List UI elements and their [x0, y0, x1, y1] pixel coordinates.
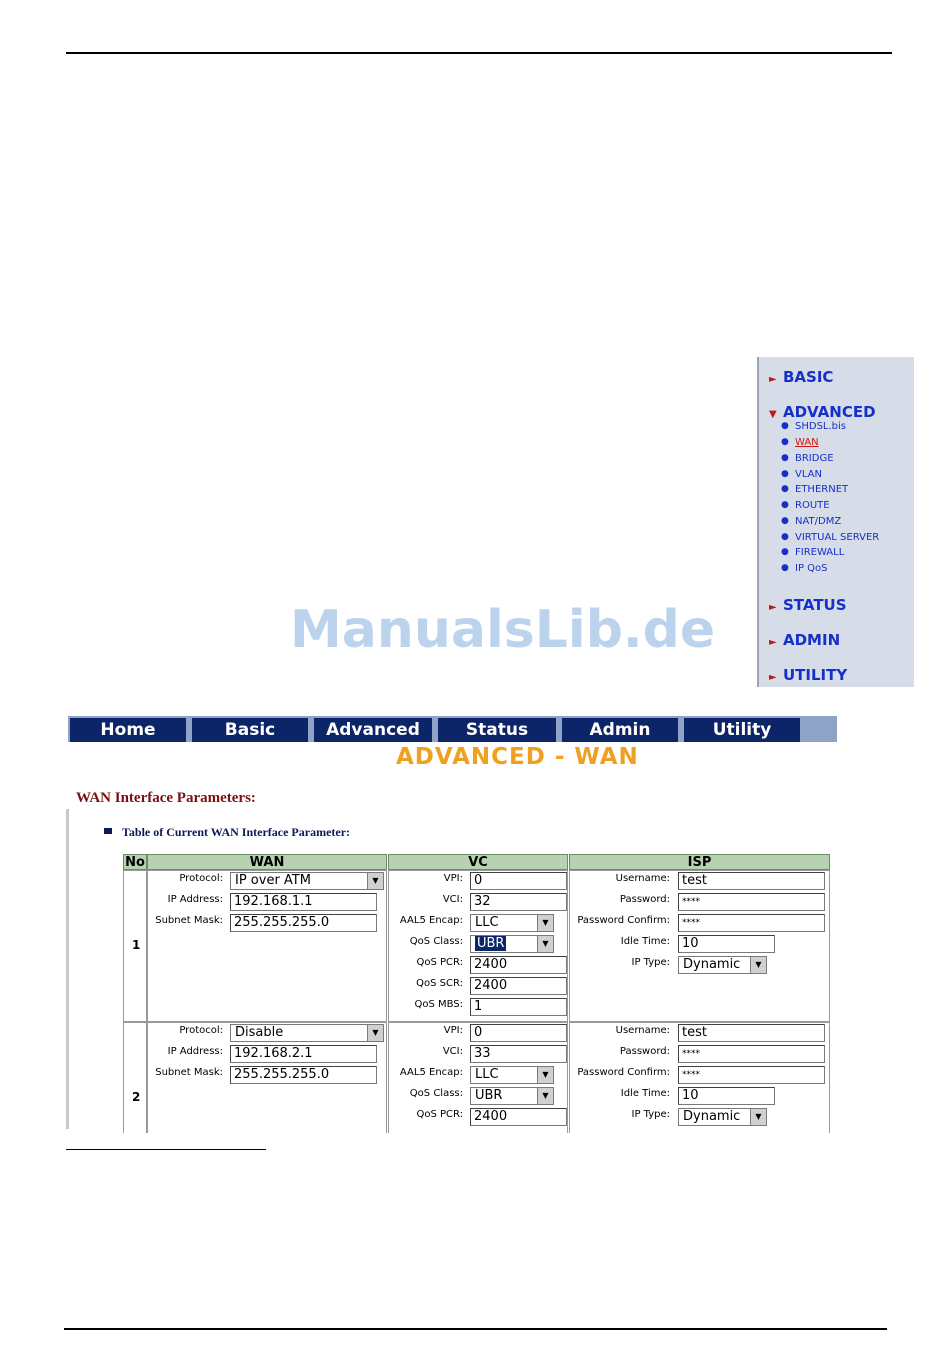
password-confirm-input[interactable]: ****: [678, 1066, 825, 1084]
vpi-label: VPI:: [443, 1025, 463, 1036]
menu-item-virtual-server[interactable]: [781, 530, 880, 545]
col-header-vc: VC: [388, 854, 568, 870]
table-title-text: Table of Current WAN Interface Parameter:: [122, 825, 351, 839]
wan-screenshot: [66, 714, 837, 1133]
ip-address-input[interactable]: 192.168.2.1: [230, 1045, 377, 1063]
bullet-icon: ●: [781, 453, 789, 463]
menu-section-basic[interactable]: [769, 368, 833, 386]
menu-section-label: STATUS: [783, 596, 847, 614]
bullet-icon: ●: [781, 563, 789, 573]
menu-item-bridge[interactable]: [781, 451, 834, 466]
menu-section-utility[interactable]: [769, 666, 847, 684]
password-label: Password:: [619, 894, 670, 905]
dropdown-arrow-icon: ▼: [750, 957, 766, 973]
square-bullet-icon: [104, 828, 112, 834]
dropdown-arrow-icon: ▼: [537, 1088, 553, 1104]
password-confirm-label: Password Confirm:: [577, 915, 670, 926]
menu-section-label: UTILITY: [783, 666, 848, 684]
wan-interface-table: [123, 854, 830, 1133]
vci-input[interactable]: 32: [470, 893, 567, 911]
ip-type-select[interactable]: Dynamic ▼: [678, 1108, 767, 1126]
menu-item-ethernet[interactable]: [781, 482, 849, 497]
ip-type-select[interactable]: Dynamic ▼: [678, 956, 767, 974]
idle-time-input[interactable]: 10: [678, 935, 775, 953]
vpi-label: VPI:: [443, 873, 463, 884]
qos-mbs-input[interactable]: 1: [470, 998, 567, 1016]
menu-section-status[interactable]: [769, 596, 847, 614]
ip-address-label: IP Address:: [167, 1046, 223, 1057]
col-header-isp: ISP: [569, 854, 830, 870]
protocol-label: Protocol:: [179, 1025, 223, 1036]
footer-rule: [64, 1328, 887, 1330]
nav-tab-advanced[interactable]: Advanced: [314, 718, 432, 742]
col-header-wan: WAN: [147, 854, 387, 870]
subnet-mask-input[interactable]: 255.255.255.0: [230, 1066, 377, 1084]
idle-time-input[interactable]: 10: [678, 1087, 775, 1105]
table-row: [123, 1022, 830, 1133]
page-title: ADVANCED - WAN: [396, 744, 639, 770]
col-header-no: No: [123, 854, 147, 870]
menu-item-label: VLAN: [795, 469, 822, 480]
password-confirm-label: Password Confirm:: [577, 1067, 670, 1078]
password-confirm-input[interactable]: ****: [678, 914, 825, 932]
vci-label: VCI:: [442, 894, 463, 905]
vpi-input[interactable]: 0: [470, 1024, 567, 1042]
dropdown-arrow-icon: ▼: [367, 1025, 383, 1041]
qos-pcr-label: QoS PCR:: [416, 957, 463, 968]
menu-item-label: SHDSL.bis: [795, 421, 847, 432]
nav-bar: [68, 716, 837, 742]
menu-item-label: NAT/DMZ: [795, 516, 842, 527]
menu-section-label: ADVANCED: [783, 403, 876, 421]
ip-type-label: IP Type:: [631, 957, 670, 968]
aal5-encap-label: AAL5 Encap:: [399, 915, 463, 926]
dropdown-arrow-icon: ▼: [750, 1109, 766, 1125]
aal5-encap-select[interactable]: LLC ▼: [470, 914, 554, 932]
vci-label: VCI:: [442, 1046, 463, 1057]
idle-time-label: Idle Time:: [620, 1088, 670, 1099]
footnote-rule: [66, 1149, 266, 1150]
dropdown-arrow-icon: ▼: [537, 936, 553, 952]
aal5-encap-label: AAL5 Encap:: [399, 1067, 463, 1078]
password-input[interactable]: ****: [678, 893, 825, 911]
username-input[interactable]: test: [678, 1024, 825, 1042]
username-label: Username:: [615, 1025, 670, 1036]
menu-item-label: IP QoS: [795, 563, 828, 574]
subnet-mask-input[interactable]: 255.255.255.0: [230, 914, 377, 932]
dropdown-arrow-icon: ▼: [367, 873, 383, 889]
menu-item-label: ROUTE: [795, 500, 830, 511]
bullet-icon: ●: [781, 469, 789, 479]
ip-type-label: IP Type:: [631, 1109, 670, 1120]
qos-pcr-input[interactable]: 2400: [470, 956, 567, 974]
vci-input[interactable]: 33: [470, 1045, 567, 1063]
protocol-select[interactable]: IP over ATM ▼: [230, 872, 384, 890]
table-row: [123, 870, 830, 1022]
menu-item-label: ETHERNET: [795, 484, 849, 495]
username-input[interactable]: test: [678, 872, 825, 890]
triangle-right-icon: ►: [769, 637, 777, 648]
bullet-icon: ●: [781, 421, 789, 431]
menu-section-label: BASIC: [783, 368, 834, 386]
section-title: WAN Interface Parameters:: [76, 790, 256, 806]
dropdown-arrow-icon: ▼: [537, 915, 553, 931]
qos-scr-label: QoS SCR:: [416, 978, 463, 989]
aal5-encap-select[interactable]: LLC ▼: [470, 1066, 554, 1084]
header-rule: [66, 52, 892, 54]
subnet-mask-label: Subnet Mask:: [155, 915, 223, 926]
menu-item-shdsl[interactable]: [781, 419, 847, 434]
menu-item-nat-dmz[interactable]: [781, 514, 842, 529]
menu-item-ip-qos[interactable]: [781, 561, 828, 576]
subnet-mask-label: Subnet Mask:: [155, 1067, 223, 1078]
row-number: 1: [132, 938, 141, 952]
bullet-icon: ●: [781, 516, 789, 526]
password-label: Password:: [619, 1046, 670, 1057]
menu-item-wan[interactable]: [781, 435, 819, 450]
triangle-right-icon: ►: [769, 374, 777, 385]
username-label: Username:: [615, 873, 670, 884]
bullet-icon: ●: [781, 500, 789, 510]
vpi-input[interactable]: 0: [470, 872, 567, 890]
menu-item-label: VIRTUAL SERVER: [795, 532, 880, 543]
menu-item-label: BRIDGE: [795, 453, 834, 464]
scroll-edge: [66, 809, 69, 1129]
bullet-icon: ●: [781, 547, 789, 557]
protocol-select[interactable]: Disable ▼: [230, 1024, 384, 1042]
table-title: [104, 825, 350, 840]
qos-class-select[interactable]: UBR ▼: [470, 935, 554, 953]
menu-section-admin[interactable]: [769, 631, 840, 649]
qos-class-label: QoS Class:: [409, 936, 463, 947]
menu-item-label: WAN: [795, 437, 819, 448]
nav-tab-basic[interactable]: Basic: [192, 718, 308, 742]
triangle-right-icon: ►: [769, 602, 777, 613]
dropdown-arrow-icon: ▼: [537, 1067, 553, 1083]
ip-address-label: IP Address:: [167, 894, 223, 905]
qos-scr-input[interactable]: 2400: [470, 977, 567, 995]
idle-time-label: Idle Time:: [620, 936, 670, 947]
bullet-icon: ●: [781, 484, 789, 494]
ip-address-input[interactable]: 192.168.1.1: [230, 893, 377, 911]
protocol-label: Protocol:: [179, 873, 223, 884]
bullet-icon: ●: [781, 437, 789, 447]
nav-tab-home[interactable]: Home: [70, 718, 186, 742]
bullet-icon: ●: [781, 532, 789, 542]
password-input[interactable]: ****: [678, 1045, 825, 1063]
menu-item-route[interactable]: [781, 498, 830, 513]
qos-mbs-label: QoS MBS:: [414, 999, 463, 1010]
nav-tab-status[interactable]: Status: [438, 718, 556, 742]
watermark: ManualsLib.de: [290, 600, 716, 660]
triangle-right-icon: ►: [769, 672, 777, 683]
nav-tab-utility[interactable]: Utility: [684, 718, 800, 742]
qos-class-select[interactable]: UBR ▼: [470, 1087, 554, 1105]
triangle-down-icon: ▼: [769, 409, 777, 420]
side-menu: [757, 357, 914, 687]
menu-item-firewall[interactable]: [781, 545, 845, 560]
menu-item-vlan[interactable]: [781, 467, 822, 482]
qos-pcr-input[interactable]: 2400: [470, 1108, 567, 1126]
cell-no: [123, 1022, 147, 1133]
menu-item-label: FIREWALL: [795, 547, 845, 558]
menu-section-label: ADMIN: [783, 631, 841, 649]
qos-pcr-label: QoS PCR:: [416, 1109, 463, 1120]
qos-class-label: QoS Class:: [409, 1088, 463, 1099]
nav-tab-admin[interactable]: Admin: [562, 718, 678, 742]
row-number: 2: [132, 1090, 141, 1104]
